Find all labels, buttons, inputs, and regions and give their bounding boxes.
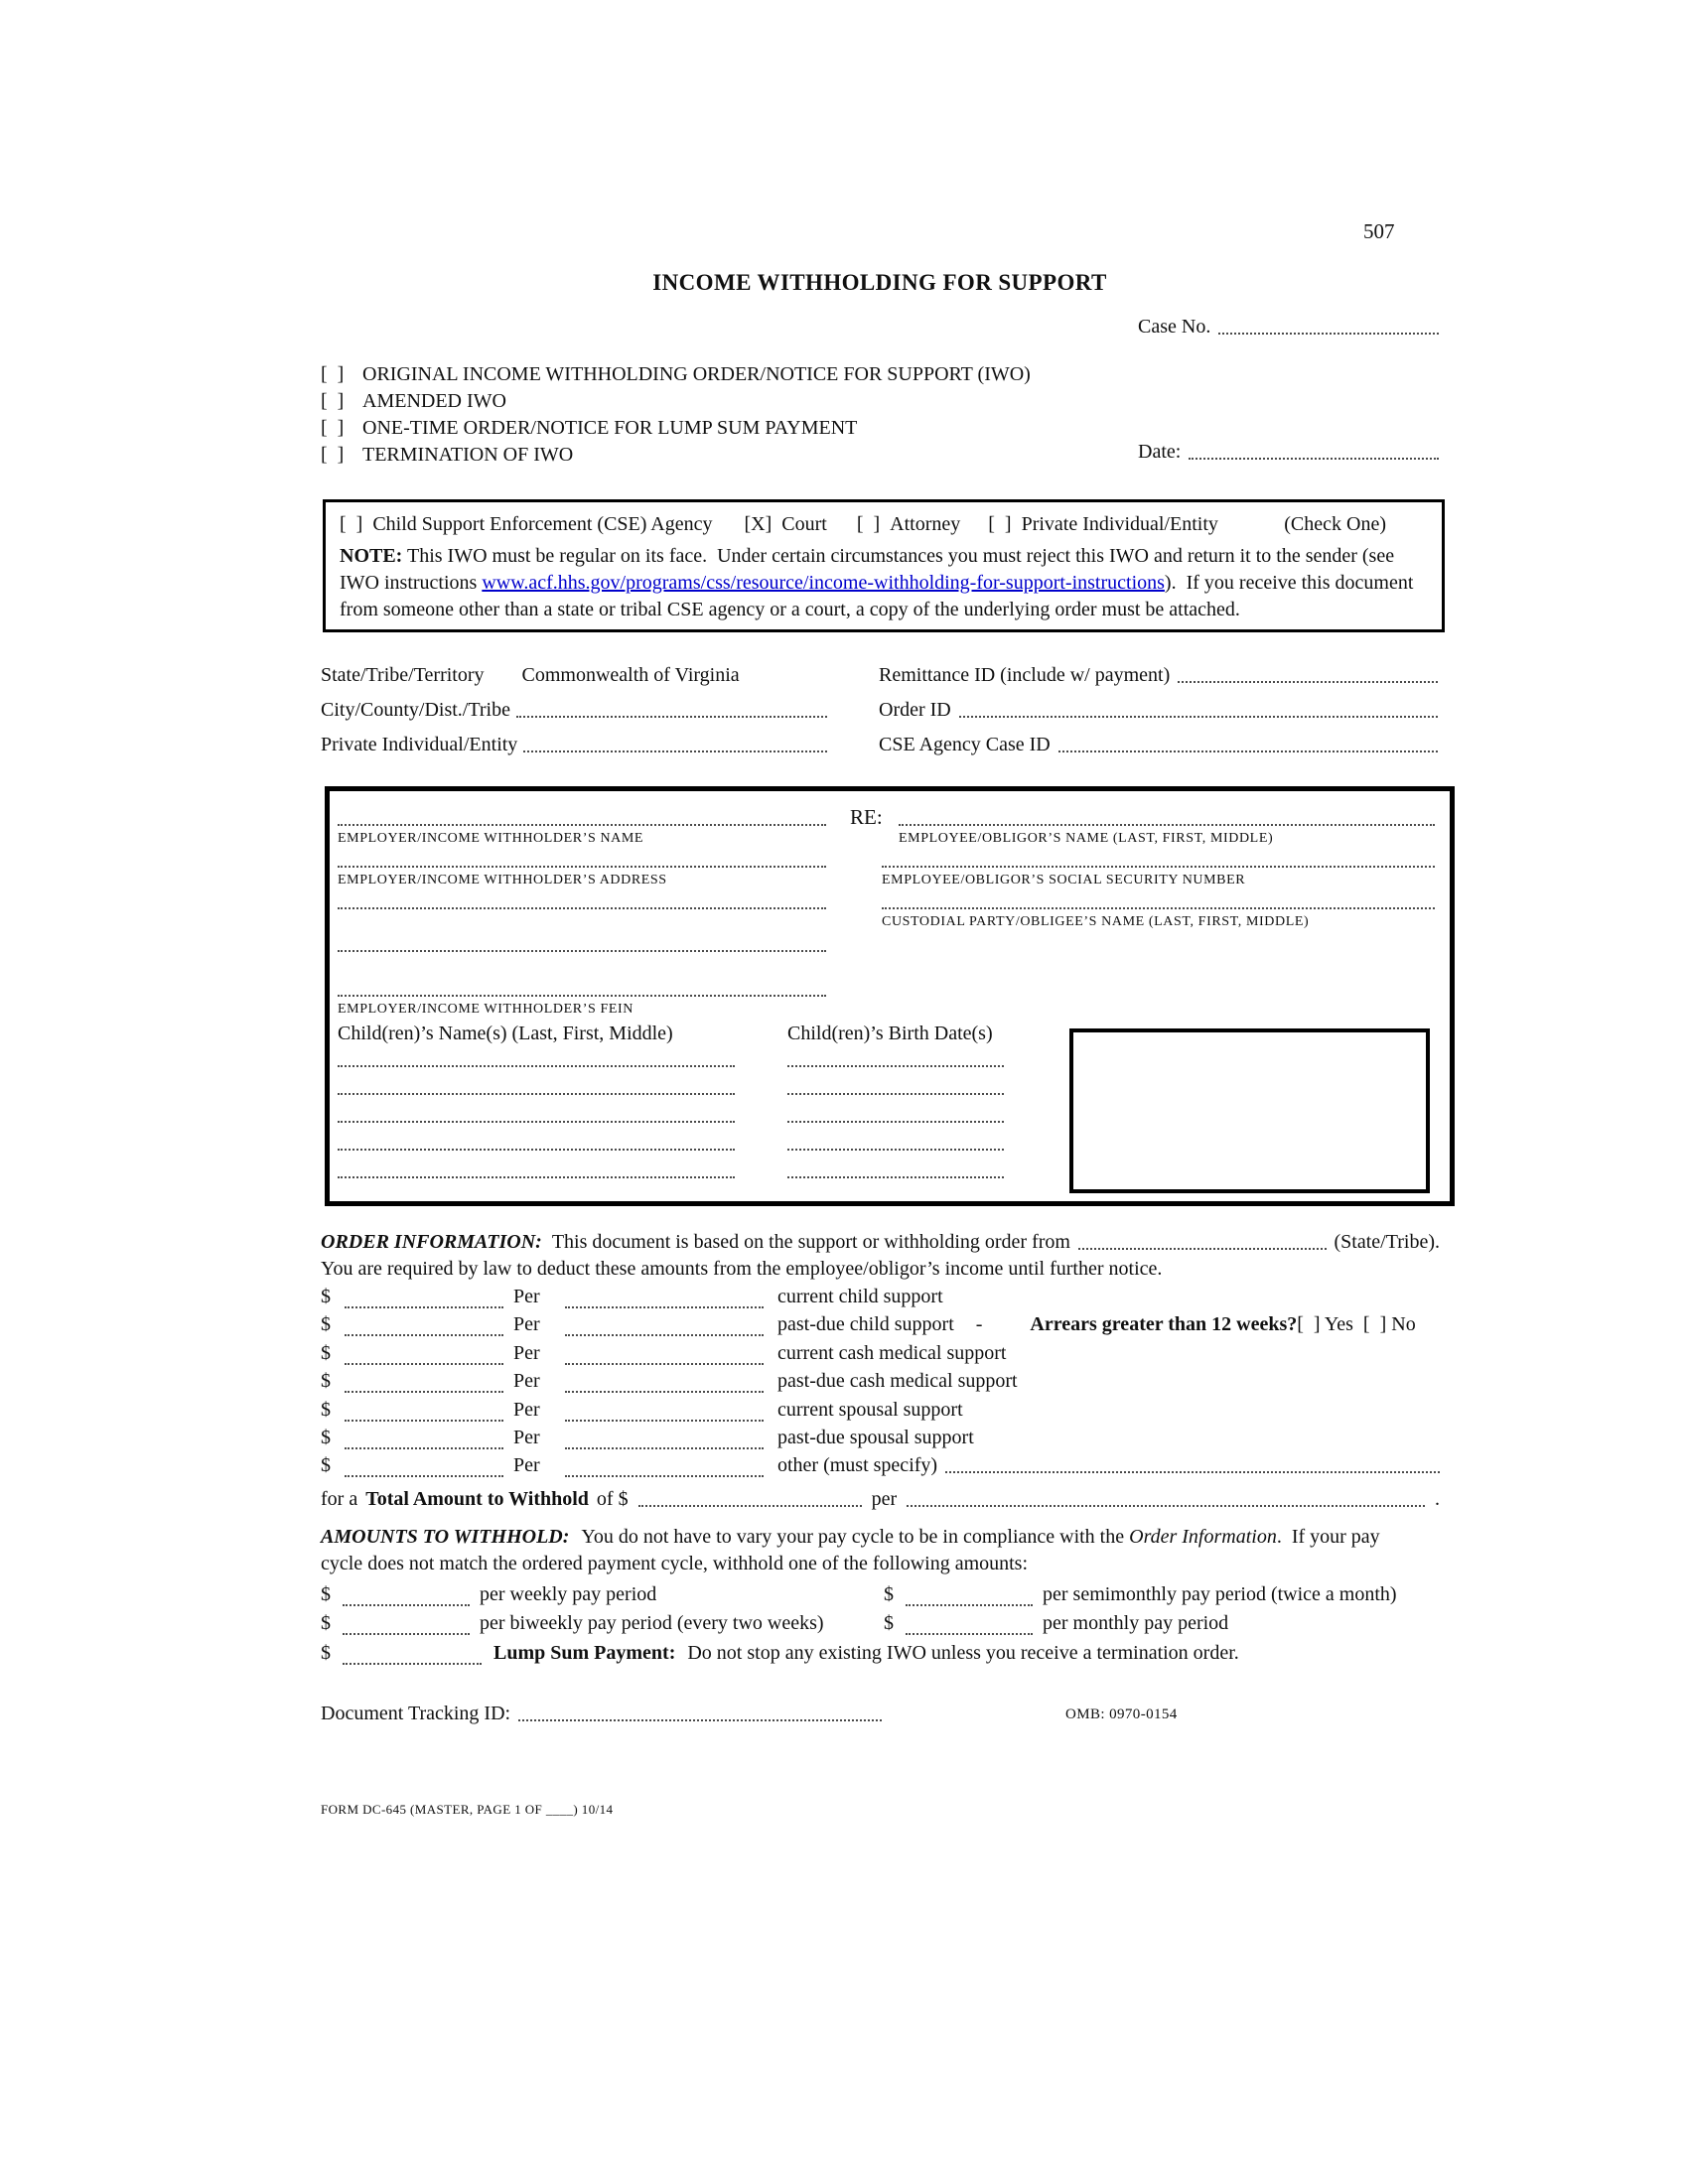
employer-address-label: EMPLOYER/INCOME WITHHOLDER’S ADDRESS <box>338 873 667 887</box>
per-label: Per <box>513 1342 540 1364</box>
row-current-spousal-support <box>321 1398 1453 1422</box>
employer-address-field-3 <box>338 950 826 952</box>
dollar-sign: $ <box>884 1583 894 1605</box>
dollar-sign: $ <box>321 1370 331 1392</box>
employee-ssn-label: EMPLOYEE/OBLIGOR’S SOCIAL SECURITY NUMBER <box>882 873 1246 887</box>
state-tribe-field <box>1078 1242 1327 1250</box>
iwo-instructions-link[interactable]: www.acf.hhs.gov/programs/css/resource/income-withholding-for-support-instructions <box>482 572 1165 594</box>
total-amount-field <box>638 1499 862 1507</box>
amounts-to-withhold-intro <box>321 1525 1380 1549</box>
biweekly-label: per biweekly pay period (every two weeks) <box>480 1612 824 1634</box>
amount-row-label: current spousal support <box>777 1399 963 1421</box>
order-id-field <box>959 710 1438 718</box>
order-info-intro-post: (State/Tribe). <box>1334 1231 1440 1253</box>
order-info-intro-pre: This document is based on the support or withholding order from <box>551 1231 1070 1253</box>
child-dob-field <box>787 1176 1004 1178</box>
amount-field <box>345 1300 503 1308</box>
re-label: RE: <box>850 805 883 829</box>
weekly-label: per weekly pay period <box>480 1583 657 1605</box>
private-individual-field <box>523 745 827 752</box>
amount-field <box>345 1441 503 1449</box>
checkbox-label: Court <box>781 513 827 535</box>
employee-ssn-field <box>882 866 1435 868</box>
employer-name-label: EMPLOYER/INCOME WITHHOLDER’S NAME <box>338 831 644 846</box>
sender-options-row <box>340 511 1428 537</box>
checkbox-label: Child Support Enforcement (CSE) Agency <box>372 513 713 535</box>
parties-box <box>325 786 1455 1206</box>
employer-address-field <box>338 866 826 868</box>
dollar-sign: $ <box>321 1399 331 1421</box>
row-biweekly-pay-period <box>321 1611 824 1635</box>
employee-name-field <box>899 824 1435 826</box>
checkbox-one-time-order <box>321 416 857 440</box>
amount-row-label: current child support <box>777 1286 943 1307</box>
checkbox-attorney <box>857 511 960 537</box>
row-past-due-cash-medical <box>321 1369 1453 1393</box>
frequency-field <box>565 1385 764 1393</box>
per-label: Per <box>513 1313 540 1335</box>
total-amount-label: Total Amount to Withhold <box>365 1488 589 1510</box>
sender-note-box <box>323 499 1445 632</box>
atw-intro-post: . If your pay <box>1276 1526 1380 1548</box>
cse-agency-case-label: CSE Agency Case ID <box>879 734 1051 755</box>
checkbox-label: ONE-TIME ORDER/NOTICE FOR LUMP SUM PAYMENT <box>362 417 858 439</box>
employer-fein-field <box>338 995 826 997</box>
omb-number: OMB: 0970-0154 <box>1065 1706 1178 1722</box>
document-tracking-field <box>518 1713 882 1721</box>
note-text-post: ). If you receive this document from someone other than a state or tribal CSE agency or a court, a copy of the underlying order must be attached. <box>340 572 1419 620</box>
frequency-field <box>565 1357 764 1365</box>
check-one-label: (Check One) <box>1284 513 1386 535</box>
amount-field <box>345 1385 503 1393</box>
row-current-cash-medical <box>321 1341 1453 1365</box>
child-name-field <box>338 1149 735 1151</box>
amount-field <box>345 1357 503 1365</box>
checkbox-original-iwo <box>321 362 1031 386</box>
checkbox-termination-iwo <box>321 443 573 467</box>
city-county-row <box>321 698 827 722</box>
amount-field <box>345 1328 503 1336</box>
remittance-id-field <box>1178 675 1438 683</box>
document-tracking-label: Document Tracking ID: <box>321 1703 511 1724</box>
semimonthly-amount-field <box>906 1598 1033 1606</box>
children-dob-header: Child(ren)’s Birth Date(s) <box>787 1023 993 1044</box>
child-name-field <box>338 1176 735 1178</box>
dollar-sign: $ <box>321 1454 331 1476</box>
row-weekly-pay-period <box>321 1582 656 1606</box>
order-id-row <box>879 698 1438 722</box>
dollar-sign: $ <box>321 1583 331 1605</box>
checkbox-mark: [ ] <box>340 513 363 535</box>
frequency-field <box>565 1300 764 1308</box>
state-tribe-label: State/Tribe/Territory <box>321 664 485 686</box>
row-monthly-pay-period <box>884 1611 1228 1635</box>
frequency-field <box>565 1441 764 1449</box>
cse-agency-case-field <box>1058 745 1438 752</box>
custodial-name-label: CUSTODIAL PARTY/OBLIGEE’S NAME (LAST, FIRST, MIDDLE) <box>882 914 1310 929</box>
total-pre-text: for a <box>321 1488 358 1510</box>
biweekly-amount-field <box>343 1627 470 1635</box>
order-information-heading: ORDER INFORMATION: <box>321 1231 542 1253</box>
checkbox-mark: [ ] <box>321 444 345 466</box>
per-label: Per <box>513 1286 540 1307</box>
dollar-sign: $ <box>321 1342 331 1364</box>
note-text-pre: This IWO must be regular on its face. Under certain circumstances you must reject this IWO and return it to the sender (see IWO instructions <box>340 545 1400 594</box>
order-info-line2-text: You are required by law to deduct these amounts from the employee/obligor’s income until further notice. <box>321 1258 1163 1280</box>
checkbox-court <box>745 511 827 537</box>
per-label: Per <box>513 1454 540 1476</box>
lump-sum-label: Lump Sum Payment: <box>493 1642 676 1664</box>
row-past-due-spousal-support <box>321 1426 1453 1449</box>
checkbox-label: ORIGINAL INCOME WITHHOLDING ORDER/NOTICE FOR SUPPORT (IWO) <box>362 363 1031 385</box>
dollar-sign: $ <box>884 1612 894 1634</box>
dollar-sign: $ <box>321 1612 331 1634</box>
dash-separator: - <box>975 1313 983 1335</box>
amount-field <box>345 1469 503 1477</box>
children-names-header: Child(ren)’s Name(s) (Last, First, Middle) <box>338 1023 673 1044</box>
employer-name-field <box>338 824 826 826</box>
case-no-label: Case No. <box>1138 316 1211 338</box>
total-mid-text: of $ <box>596 1488 629 1510</box>
dollar-sign: $ <box>321 1427 331 1448</box>
form-title: INCOME WITHHOLDING FOR SUPPORT <box>652 270 1107 295</box>
row-current-child-support <box>321 1285 1453 1308</box>
date-row <box>1138 440 1439 464</box>
checkbox-cse-agency <box>340 511 713 537</box>
frequency-field <box>565 1469 764 1477</box>
other-specify-field <box>945 1465 1440 1473</box>
total-amount-row <box>321 1487 1440 1511</box>
employee-name-label: EMPLOYEE/OBLIGOR’S NAME (LAST, FIRST, MIDDLE) <box>899 831 1274 846</box>
employer-address-field-2 <box>338 907 826 909</box>
child-dob-field <box>787 1149 1004 1151</box>
remittance-id-row <box>879 663 1438 687</box>
checkbox-mark: [X] <box>744 513 773 535</box>
child-dob-field <box>787 1065 1004 1067</box>
per-label: Per <box>513 1427 540 1448</box>
state-tribe-value: Commonwealth of Virginia <box>521 664 740 686</box>
atw-order-information-ref: Order Information <box>1129 1526 1277 1548</box>
row-past-due-child-support <box>321 1312 1473 1336</box>
note-paragraph <box>340 543 1428 623</box>
checkbox-private-entity <box>988 511 1218 537</box>
per-label: Per <box>513 1370 540 1392</box>
form-footer: FORM DC-645 (MASTER, PAGE 1 OF ____) 10/14 <box>321 1802 614 1817</box>
amounts-to-withhold-heading: AMOUNTS TO WITHHOLD: <box>321 1526 570 1548</box>
checkbox-mark: [ ] <box>321 390 345 412</box>
checkbox-label: Attorney <box>890 513 961 535</box>
private-individual-label: Private Individual/Entity <box>321 734 518 755</box>
total-period: . <box>1435 1488 1440 1510</box>
monthly-amount-field <box>906 1627 1033 1635</box>
stamp-box <box>1069 1028 1430 1193</box>
total-frequency-field <box>907 1499 1425 1507</box>
cse-agency-case-row <box>879 733 1438 756</box>
custodial-name-field <box>882 907 1435 909</box>
child-name-field <box>338 1121 735 1123</box>
city-county-field <box>516 710 827 718</box>
city-county-label: City/County/Dist./Tribe <box>321 699 510 721</box>
row-other-must-specify <box>321 1453 1440 1477</box>
child-name-field <box>338 1065 735 1067</box>
frequency-field <box>565 1328 764 1336</box>
total-per-label: per <box>871 1488 898 1510</box>
remittance-id-label: Remittance ID (include w/ payment) <box>879 664 1171 686</box>
arrears-question: Arrears greater than 12 weeks? <box>1030 1313 1298 1335</box>
per-label: Per <box>513 1399 540 1421</box>
document-tracking-row <box>321 1702 882 1725</box>
atw-line2-text: cycle does not match the ordered payment cycle, withhold one of the following amounts: <box>321 1553 1029 1574</box>
child-name-field <box>338 1093 735 1095</box>
amount-row-label: past-due child support <box>777 1313 954 1335</box>
amount-field <box>345 1414 503 1422</box>
row-lump-sum-payment <box>321 1641 1239 1665</box>
order-information-line2 <box>321 1257 1162 1281</box>
amount-row-label: past-due spousal support <box>777 1427 974 1448</box>
checkbox-label: Private Individual/Entity <box>1021 513 1218 535</box>
amount-row-label: other (must specify) <box>777 1454 938 1476</box>
amounts-to-withhold-line2 <box>321 1552 1028 1575</box>
amount-row-label: past-due cash medical support <box>777 1370 1018 1392</box>
checkbox-mark: [ ] <box>856 513 881 535</box>
atw-intro-pre: You do not have to vary your pay cycle to be in compliance with the <box>581 1526 1130 1548</box>
lump-sum-amount-field <box>343 1657 482 1665</box>
private-individual-row <box>321 733 827 756</box>
date-label: Date: <box>1138 441 1182 463</box>
checkbox-mark: [ ] <box>988 513 1012 535</box>
checkbox-mark: [ ] <box>321 363 345 385</box>
employer-fein-label: EMPLOYER/INCOME WITHHOLDER’S FEIN <box>338 1002 633 1017</box>
case-no-field <box>1218 327 1439 335</box>
weekly-amount-field <box>343 1598 470 1606</box>
checkbox-label: AMENDED IWO <box>362 390 506 412</box>
child-dob-field <box>787 1121 1004 1123</box>
dollar-sign: $ <box>321 1286 331 1307</box>
case-no-row <box>1138 315 1439 339</box>
order-id-label: Order ID <box>879 699 951 721</box>
arrears-yes-no-checkboxes: [ ] Yes [ ] No <box>1297 1313 1416 1335</box>
row-semimonthly-pay-period <box>884 1582 1397 1606</box>
child-dob-field <box>787 1093 1004 1095</box>
date-field <box>1189 452 1439 460</box>
state-tribe-row <box>321 663 740 687</box>
lump-sum-text: Do not stop any existing IWO unless you receive a termination order. <box>687 1642 1239 1664</box>
checkbox-amended-iwo <box>321 389 506 413</box>
page-number: 507 <box>1363 219 1395 243</box>
semimonthly-label: per semimonthly pay period (twice a month) <box>1043 1583 1397 1605</box>
monthly-label: per monthly pay period <box>1043 1612 1229 1634</box>
checkbox-label: TERMINATION OF IWO <box>362 444 574 466</box>
note-label: NOTE: <box>340 545 403 567</box>
checkbox-mark: [ ] <box>321 417 345 439</box>
dollar-sign: $ <box>321 1642 331 1664</box>
amount-row-label: current cash medical support <box>777 1342 1007 1364</box>
order-information-intro <box>321 1230 1440 1254</box>
frequency-field <box>565 1414 764 1422</box>
dollar-sign: $ <box>321 1313 331 1335</box>
